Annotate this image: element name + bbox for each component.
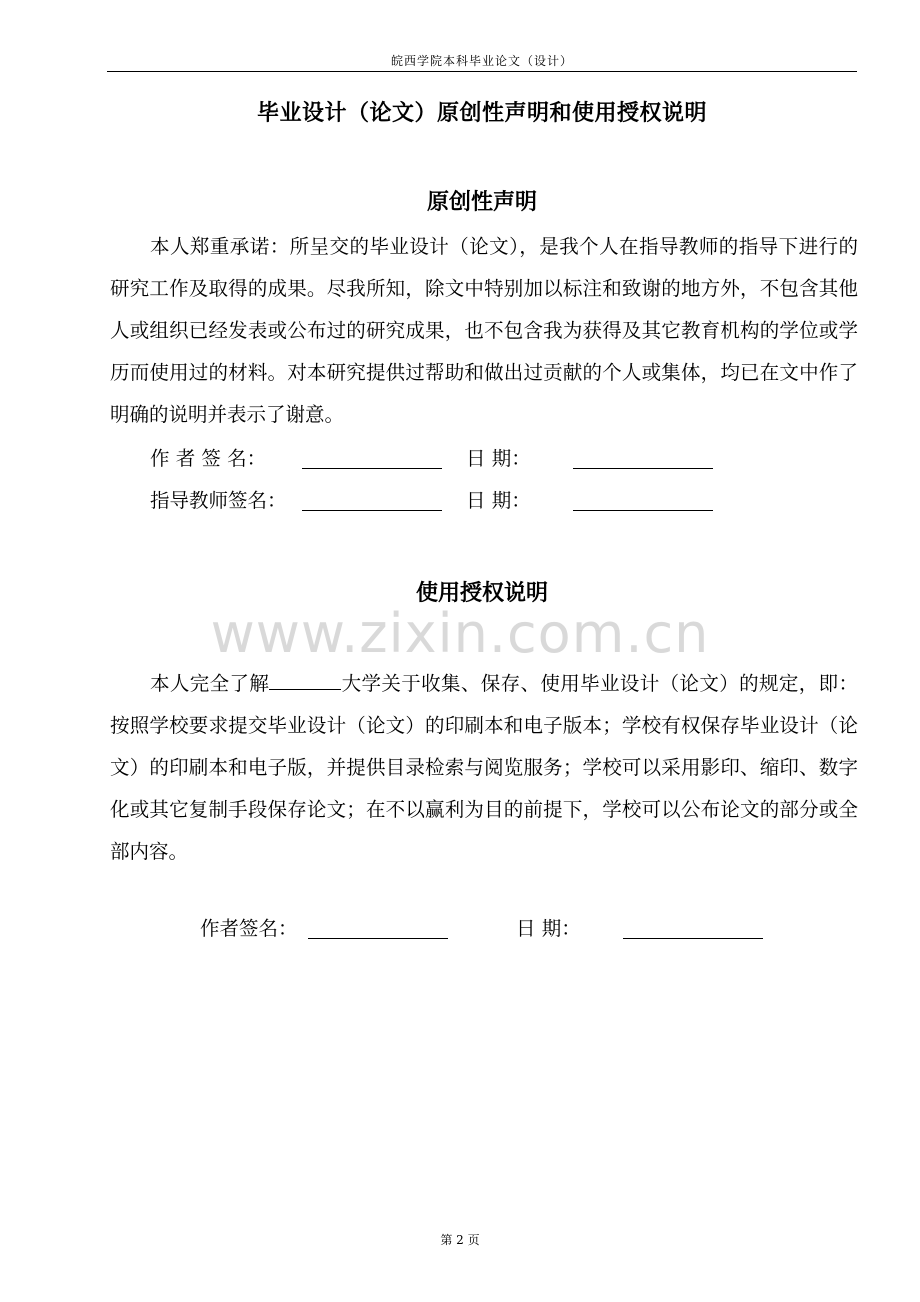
author-date-label: 日 期：	[466, 447, 531, 470]
authorization-text-start: 本人完全了解	[150, 672, 270, 695]
page-title: 毕业设计（论文）原创性声明和使用授权说明	[256, 101, 707, 126]
originality-statement-paragraph: 本人郑重承诺：所呈交的毕业设计（论文），是我个人在指导教师的指导下进行的研究工作及取得的成果。尽我所知，除文中特别加以标注和致谢的地方外，不包含其他人或组织已经发表或公布过的研究成果，也不包含我为获得及其它教育机构的学位或学历而使用过的材料。对本研究提供过帮助和做出过贡献的个人或集体，均已在文中作了明确的说明并表示了谢意。	[110, 235, 858, 426]
running-header: 皖西学院本科毕业论文（设计）	[390, 54, 573, 68]
advisor-date-label: 日 期：	[466, 489, 531, 512]
header-rule	[107, 71, 857, 72]
advisor-signature-row	[150, 485, 750, 515]
watermark: www.zixin.com.cn	[210, 602, 710, 665]
authorization-date-label: 日 期：	[516, 917, 581, 940]
author-signature-row	[150, 443, 750, 473]
university-blank-field[interactable]	[269, 671, 341, 690]
author-signature-label: 作 者 签 名：	[150, 447, 267, 470]
authorization-paragraph	[110, 663, 858, 873]
page-number: 第 2 页	[440, 1233, 480, 1247]
author-signature-field[interactable]	[302, 468, 442, 469]
authorization-signature-row	[200, 913, 800, 943]
authorization-section-title: 使用授权说明	[415, 581, 548, 606]
advisor-date-field[interactable]	[573, 510, 713, 511]
author-date-field[interactable]	[573, 468, 713, 469]
authorization-author-label: 作者签名：	[200, 917, 298, 940]
authorization-date-field[interactable]	[623, 938, 763, 939]
authorization-author-field[interactable]	[308, 938, 448, 939]
advisor-signature-field[interactable]	[302, 510, 442, 511]
authorization-text-rest: 大学关于收集、保存、使用毕业设计（论文）的规定，即：按照学校要求提交毕业设计（论文）的印刷本和电子版本；学校有权保存毕业设计（论文）的印刷本和电子版，并提供目录检索与阅览服务；学校可以采用影印、缩印、数字化或其它复制手段保存论文；在不以赢利为目的前提下，学校可以公布论文的部分或全部内容。	[110, 672, 858, 863]
advisor-signature-label: 指导教师签名：	[150, 489, 287, 512]
originality-section-title: 原创性声明	[426, 190, 537, 215]
